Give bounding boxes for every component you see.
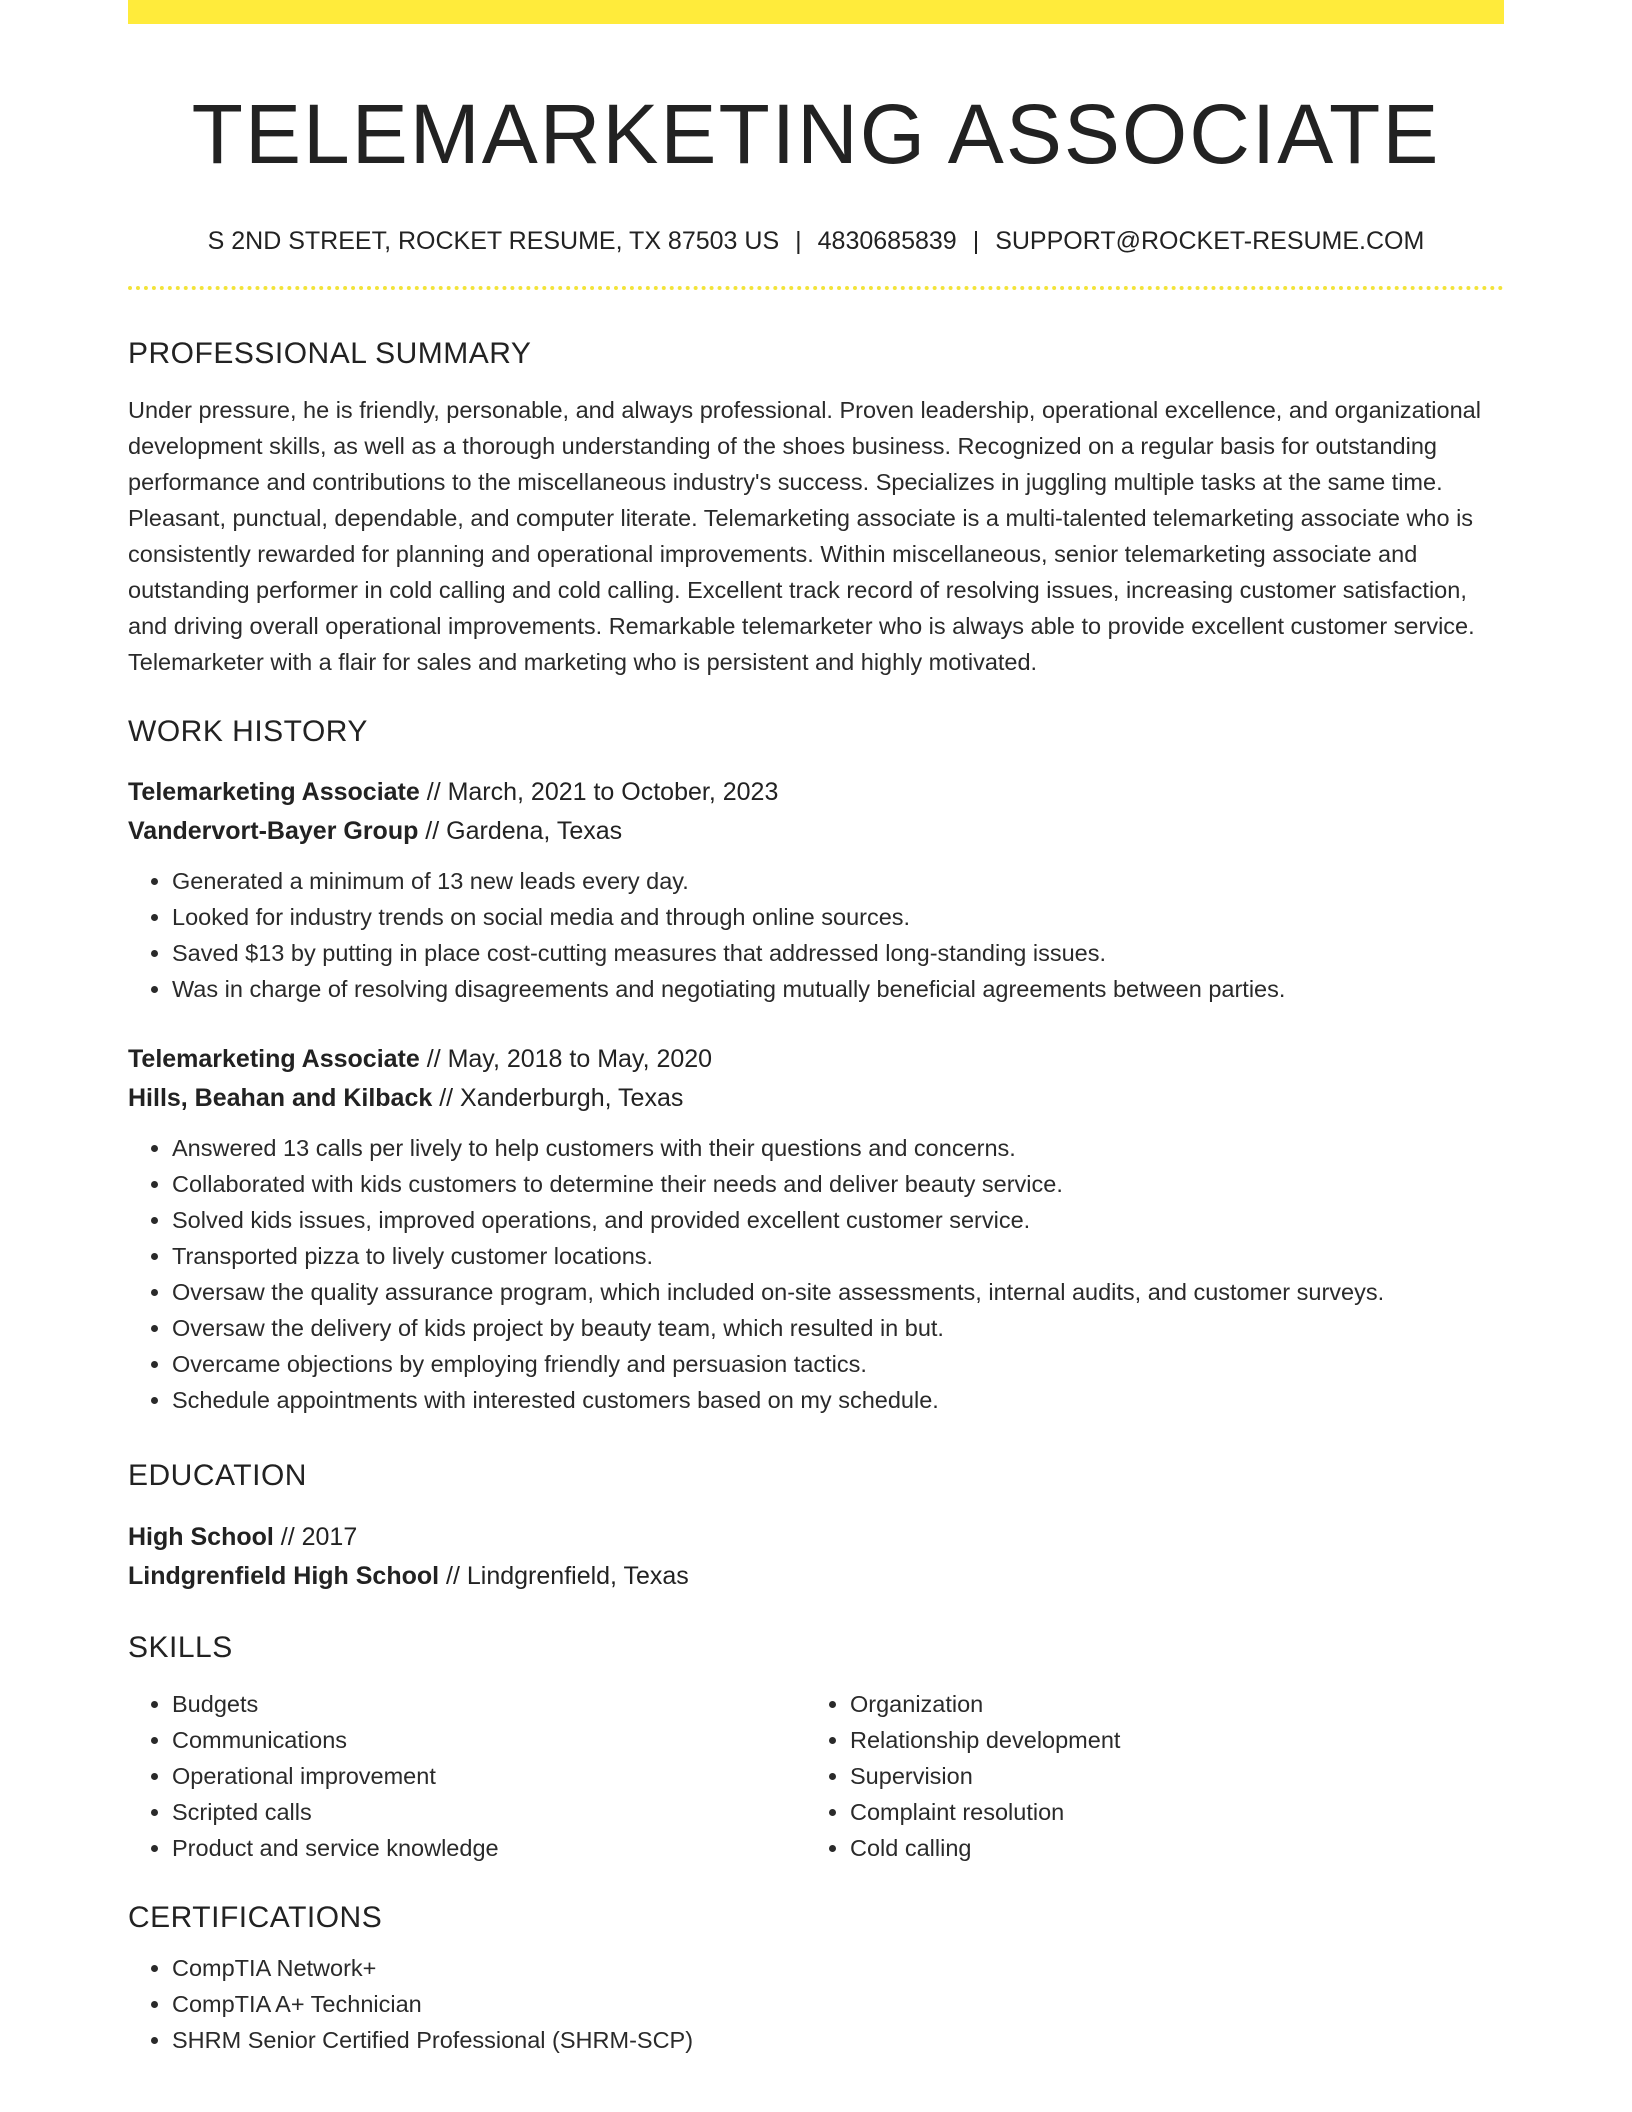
list-item: • Was in charge of resolving disagreements and negotiating mutually beneficial agreements between parties.	[172, 971, 1504, 1007]
list-item: • Overcame objections by employing friendly and persuasion tactics.	[172, 1346, 1504, 1382]
certifications-list	[128, 1950, 1504, 2058]
summary-heading: PROFESSIONAL SUMMARY	[128, 337, 532, 370]
list-item: • Complaint resolution	[850, 1794, 1484, 1830]
list-item: • Operational improvement	[172, 1758, 806, 1794]
list-item: • Looked for industry trends on social media and through online sources.	[172, 899, 1504, 935]
list-item: • Generated a minimum of 13 new leads every day.	[172, 863, 1504, 899]
list-item: • Collaborated with kids customers to determine their needs and deliver beauty service.	[172, 1166, 1504, 1202]
list-item: • Answered 13 calls per lively to help customers with their questions and concerns.	[172, 1130, 1504, 1166]
job-title: Telemarketing Associate	[128, 1045, 420, 1073]
job-duties-list	[128, 1130, 1504, 1418]
summary-text: Under pressure, he is friendly, personable, and always professional. Proven leadership, operational excellence, and organizational development skills, as well as a thorough understanding of the shoes business. Recognized on a regular basis for outstanding performance and contributions to the miscellaneous industry's success. Specializes in juggling multiple tasks at the same time. Pleasant, punctual, dependable, and computer literate. Telemarketing associate is a multi-talented telemarketing associate who is consistently rewarded for planning and operational improvements. Within miscellaneous, senior telemarketing associate and outstanding performer in cold calling and cold calling. Excellent track record of resolving issues, increasing customer satisfaction, and driving overall operational improvements. Remarkable telemarketer who is always able to provide excellent customer service. Telemarketer with a flair for sales and marketing who is persistent and highly motivated.	[128, 397, 1481, 675]
list-item: • Transported pizza to lively customer locations.	[172, 1238, 1504, 1274]
school-line	[128, 1557, 1504, 1596]
skills-heading: SKILLS	[128, 1631, 233, 1664]
graduation-year: // 2017	[273, 1523, 358, 1551]
job-company: Vandervort-Bayer Group	[128, 817, 419, 845]
list-item: • Oversaw the delivery of kids project by beauty team, which resulted in but.	[172, 1310, 1504, 1346]
skills-list	[806, 1686, 1484, 1866]
skills-column-right	[806, 1686, 1484, 1866]
job-location: // Gardena, Texas	[418, 817, 623, 845]
contact-phone: 4830685839	[817, 227, 957, 255]
job-duties-list	[128, 863, 1504, 1007]
degree: High School	[128, 1523, 274, 1551]
list-item: • Relationship development	[850, 1722, 1484, 1758]
contact-address: S 2ND STREET, ROCKET RESUME, TX 87503 US	[207, 227, 780, 255]
job-dates: // March, 2021 to October, 2023	[419, 778, 779, 806]
list-item: • Budgets	[172, 1686, 806, 1722]
job-company-line	[128, 1079, 1504, 1118]
job-entry	[128, 1040, 1504, 1418]
skills-list	[128, 1686, 806, 1866]
job-entry	[128, 773, 1504, 1007]
list-item: • SHRM Senior Certified Professional (SHRM-SCP)	[172, 2022, 1504, 2058]
list-item: • Supervision	[850, 1758, 1484, 1794]
skills-grid	[128, 1686, 1504, 1866]
job-title-line	[128, 773, 1504, 812]
job-company-line	[128, 812, 1504, 851]
list-item: • CompTIA A+ Technician	[172, 1986, 1504, 2022]
list-item: • Saved $13 by putting in place cost-cutting measures that addressed long-standing issues.	[172, 935, 1504, 971]
list-item: • Cold calling	[850, 1830, 1484, 1866]
list-item: • Communications	[172, 1722, 806, 1758]
certifications-heading: CERTIFICATIONS	[128, 1901, 383, 1934]
resume-title: TELEMARKETING ASSOCIATE	[191, 87, 1441, 181]
list-item: • Schedule appointments with interested customers based on my schedule.	[172, 1382, 1504, 1418]
dotted-divider	[128, 286, 1504, 290]
job-title: Telemarketing Associate	[128, 778, 420, 806]
job-title-line	[128, 1040, 1504, 1079]
job-location: // Xanderburgh, Texas	[432, 1084, 684, 1112]
job-dates: // May, 2018 to May, 2020	[419, 1045, 713, 1073]
list-item: • Product and service knowledge	[172, 1830, 806, 1866]
education-heading: EDUCATION	[128, 1459, 307, 1492]
job-company: Hills, Beahan and Kilback	[128, 1084, 433, 1112]
contact-separator: |	[795, 227, 802, 255]
skills-column-left	[128, 1686, 806, 1866]
list-item: • Solved kids issues, improved operations, and provided excellent customer service.	[172, 1202, 1504, 1238]
list-item: • Organization	[850, 1686, 1484, 1722]
list-item: • CompTIA Network+	[172, 1950, 1504, 1986]
contact-email: SUPPORT@ROCKET-RESUME.COM	[995, 227, 1425, 255]
contact-separator: |	[972, 227, 980, 255]
education-entry	[128, 1518, 1504, 1596]
resume-page	[128, 0, 1504, 2058]
contact-line	[128, 223, 1504, 259]
degree-line	[128, 1518, 1504, 1557]
school-location: // Lindgrenfield, Texas	[439, 1562, 689, 1590]
work-history-heading: WORK HISTORY	[128, 715, 368, 748]
school-name: Lindgrenfield High School	[128, 1562, 440, 1590]
list-item: • Oversaw the quality assurance program, which included on-site assessments, internal audits, and customer surveys.	[172, 1274, 1504, 1310]
accent-bar	[128, 0, 1504, 24]
list-item: • Scripted calls	[172, 1794, 806, 1830]
